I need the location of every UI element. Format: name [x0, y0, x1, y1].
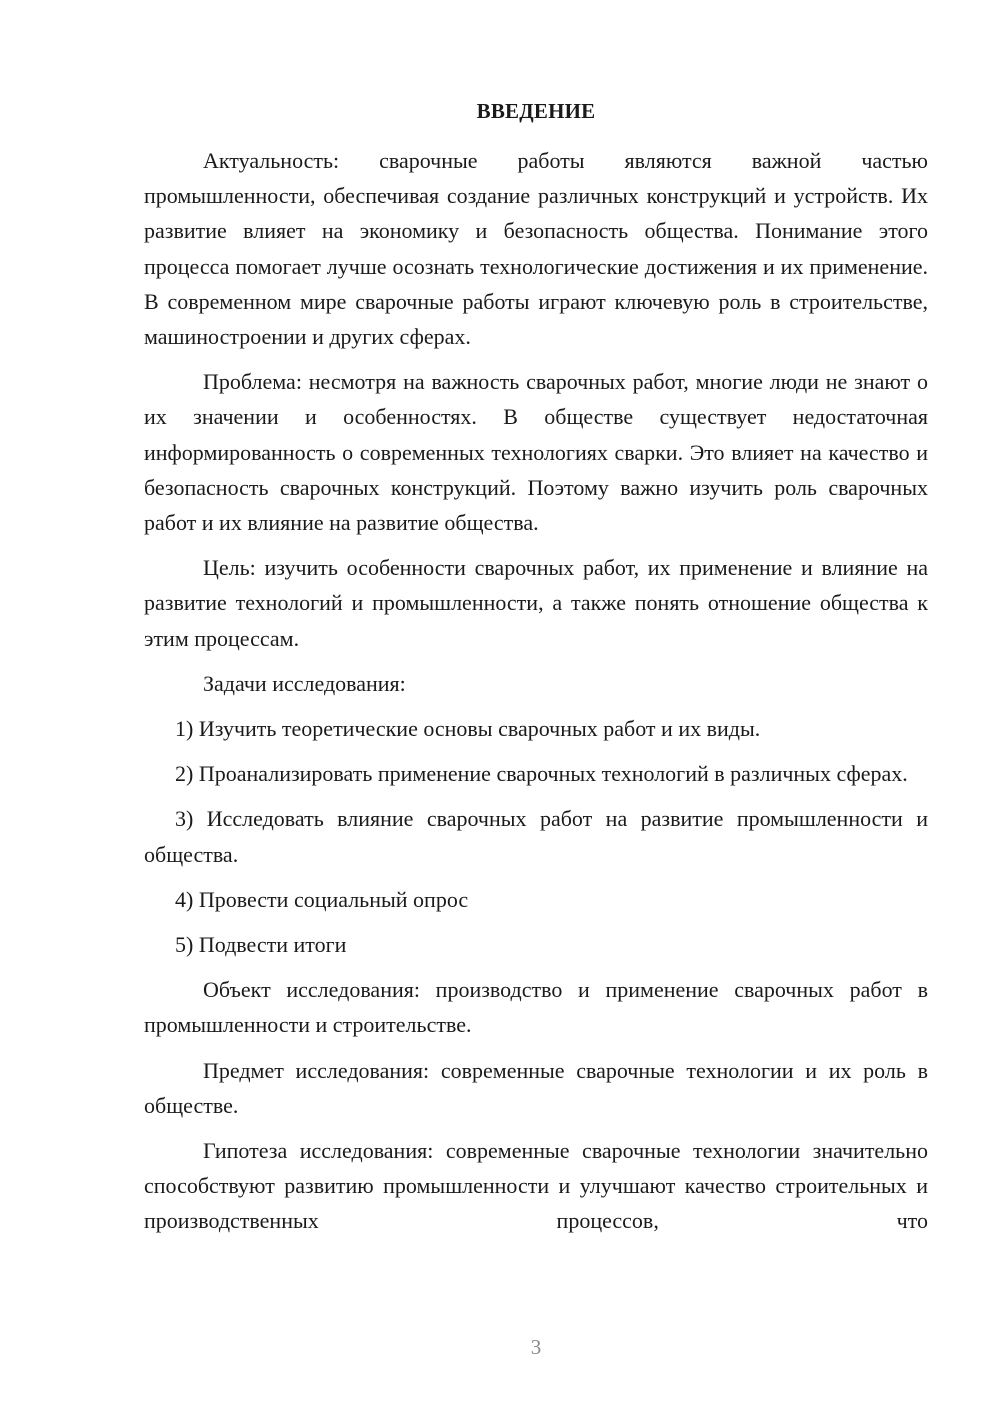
task-item-3: 3) Исследовать влияние сварочных работ на развитие промышленности и общества. — [144, 806, 928, 867]
tasks-heading: Задачи исследования: — [203, 670, 406, 696]
paragraph-relevance: Актуальность: сварочные работы являются важной частью промышленности, обеспечивая создание различных конструкций и устройств. Их развитие влияет на экономику и безопасность общества. Понимание этого процесса помогает лучше осознать технологические достижения и их применение. В современном мире сварочные работы играют ключевую роль в строительстве, машиностроении и других сферах. — [144, 148, 928, 350]
document-body — [144, 143, 928, 1249]
paragraph-goal: Цель: изучить особенности сварочных работ, их применение и влияние на развитие технологий и промышленности, а также понять отношение общества к этим процессам. — [144, 555, 928, 651]
task-item-5: 5) Подвести итоги — [175, 932, 347, 958]
task-item-1: 1) Изучить теоретические основы сварочных работ и их виды. — [175, 716, 761, 742]
page-number: 3 — [530, 1335, 542, 1359]
paragraph-hypothesis: Гипотеза исследования: современные сварочные технологии значительно способствуют развитию промышленности и улучшают качество строительных и производственных процессов, что — [144, 1138, 928, 1234]
paragraph-object: Объект исследования: производство и применение сварочных работ в промышленности и строительстве. — [144, 977, 928, 1038]
page-title: ВВЕДЕНИЕ — [476, 99, 596, 123]
task-item-2: 2) Проанализировать применение сварочных технологий в различных сферах. — [175, 761, 908, 787]
paragraph-problem: Проблема: несмотря на важность сварочных работ, многие люди не знают о их значении и особенностях. В обществе существует недостаточная информированность о современных технологиях сварки. Это влияет на качество и безопасность сварочных конструкций. Поэтому важно изучить роль сварочных работ и их влияние на развитие общества. — [144, 369, 928, 536]
task-item-4: 4) Провести социальный опрос — [175, 886, 469, 912]
paragraph-subject: Предмет исследования: современные сварочные технологии и их роль в обществе. — [144, 1057, 928, 1118]
